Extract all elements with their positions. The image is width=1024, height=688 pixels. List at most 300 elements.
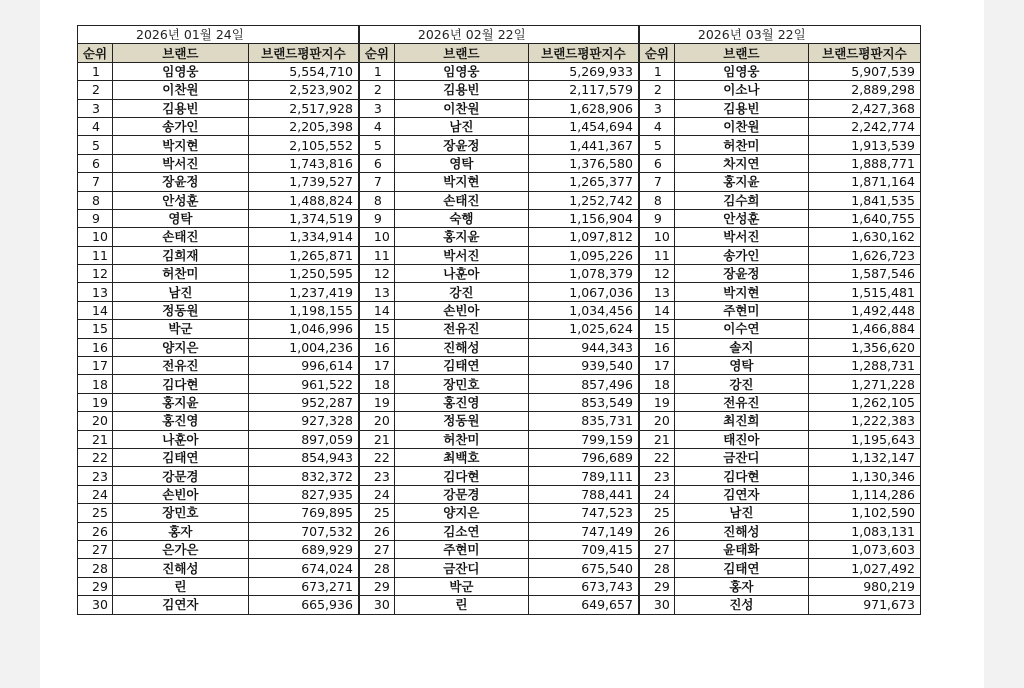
brand-cell: 장윤정 [394,136,528,154]
index-header: 브랜드평판지수 [528,44,638,62]
rank-cell: 14 [639,301,674,319]
rank-cell: 17 [78,357,113,375]
brand-cell: 윤태화 [674,540,808,558]
index-cell: 1,114,286 [808,485,920,503]
index-cell: 1,095,226 [528,246,638,264]
rank-cell: 27 [359,540,394,558]
rank-cell: 1 [639,62,674,80]
index-cell: 1,374,519 [248,209,358,227]
table-date: 2026년 02월 22일 [359,26,638,44]
table-row [639,448,920,466]
index-cell: 1,027,492 [808,559,920,577]
table-row [359,136,638,154]
table-row [359,228,638,246]
brand-cell: 정동원 [394,412,528,430]
rank-cell: 10 [359,228,394,246]
table-row [78,99,359,117]
index-cell: 2,517,928 [248,99,358,117]
table-row [639,357,920,375]
rank-cell: 19 [359,393,394,411]
brand-cell: 전유진 [674,393,808,411]
brand-cell: 이수연 [674,320,808,338]
table-row [359,265,638,283]
rank-cell: 14 [78,301,113,319]
table-row [78,136,359,154]
index-cell: 1,004,236 [248,338,358,356]
brand-cell: 김다현 [112,375,248,393]
rank-cell: 19 [639,393,674,411]
brand-cell: 최진희 [674,412,808,430]
table-row [359,283,638,301]
table-row [78,504,359,522]
brand-cell: 허찬미 [394,430,528,448]
brand-cell: 김용빈 [394,81,528,99]
table-row [78,173,359,191]
rank-cell: 30 [78,596,113,614]
brand-cell: 전유진 [112,357,248,375]
table-row [639,393,920,411]
brand-cell: 임영웅 [112,62,248,80]
brand-cell: 허찬미 [112,265,248,283]
index-cell: 1,252,742 [528,191,638,209]
table-row [78,117,359,135]
index-cell: 971,673 [808,596,920,614]
brand-cell: 남진 [394,117,528,135]
index-cell: 980,219 [808,577,920,595]
index-cell: 1,334,914 [248,228,358,246]
index-cell: 1,628,906 [528,99,638,117]
table-row [78,430,359,448]
index-cell: 1,102,590 [808,504,920,522]
table-row [639,99,920,117]
index-cell: 1,888,771 [808,154,920,172]
brand-cell: 진성 [674,596,808,614]
table-row [359,154,638,172]
rank-cell: 28 [639,559,674,577]
table-row [359,577,638,595]
brand-cell: 손빈아 [394,301,528,319]
index-cell: 1,913,539 [808,136,920,154]
table-row [639,412,920,430]
rank-cell: 15 [359,320,394,338]
rank-cell: 22 [78,448,113,466]
index-cell: 1,132,147 [808,448,920,466]
rank-cell: 9 [78,209,113,227]
index-cell: 1,222,383 [808,412,920,430]
table-row [359,191,638,209]
table-row [359,504,638,522]
brand-cell: 장민호 [394,375,528,393]
table-row [639,62,920,80]
rank-cell: 5 [639,136,674,154]
brand-cell: 금잔디 [674,448,808,466]
table-row [639,320,920,338]
index-cell: 897,059 [248,430,358,448]
table-row [359,99,638,117]
table-row [359,375,638,393]
rank-cell: 5 [359,136,394,154]
rank-cell: 11 [359,246,394,264]
brand-cell: 임영웅 [674,62,808,80]
table-row [359,430,638,448]
index-cell: 1,046,996 [248,320,358,338]
brand-cell: 홍지윤 [394,228,528,246]
rank-cell: 2 [78,81,113,99]
index-cell: 1,441,367 [528,136,638,154]
brand-cell: 린 [112,577,248,595]
rank-cell: 2 [639,81,674,99]
index-cell: 747,149 [528,522,638,540]
rank-cell: 18 [639,375,674,393]
ranking-table-february [359,25,639,615]
brand-cell: 장윤정 [674,265,808,283]
ranking-table-january [77,25,359,615]
brand-cell: 홍지윤 [112,393,248,411]
index-cell: 853,549 [528,393,638,411]
brand-cell: 장민호 [112,504,248,522]
index-cell: 832,372 [248,467,358,485]
rank-cell: 15 [78,320,113,338]
index-cell: 5,554,710 [248,62,358,80]
table-row [639,559,920,577]
brand-cell: 김연자 [112,596,248,614]
rank-cell: 24 [359,485,394,503]
ranking-table-march [639,25,921,615]
rank-cell: 20 [78,412,113,430]
index-cell: 1,871,164 [808,173,920,191]
index-cell: 952,287 [248,393,358,411]
table-row [359,393,638,411]
table-row [639,485,920,503]
brand-cell: 박군 [394,577,528,595]
rank-cell: 30 [359,596,394,614]
brand-cell: 김태연 [112,448,248,466]
rank-cell: 10 [78,228,113,246]
rank-header: 순위 [359,44,394,62]
index-cell: 707,532 [248,522,358,540]
rank-cell: 2 [359,81,394,99]
brand-cell: 송가인 [112,117,248,135]
brand-cell: 허찬미 [674,136,808,154]
brand-cell: 양지은 [112,338,248,356]
table-row [639,136,920,154]
table-row [639,246,920,264]
index-cell: 1,626,723 [808,246,920,264]
brand-cell: 이찬원 [112,81,248,99]
table-row [359,209,638,227]
index-cell: 1,587,546 [808,265,920,283]
table-row [78,338,359,356]
rank-cell: 12 [639,265,674,283]
table-row [359,62,638,80]
table-row [78,448,359,466]
brand-cell: 이소나 [674,81,808,99]
table-row [78,540,359,558]
table-row [78,412,359,430]
index-cell: 1,097,812 [528,228,638,246]
rank-cell: 5 [78,136,113,154]
index-cell: 674,024 [248,559,358,577]
rank-cell: 22 [359,448,394,466]
index-cell: 1,739,527 [248,173,358,191]
rank-cell: 22 [639,448,674,466]
brand-cell: 태진아 [674,430,808,448]
index-cell: 1,640,755 [808,209,920,227]
brand-header: 브랜드 [674,44,808,62]
brand-cell: 김소연 [394,522,528,540]
index-cell: 5,907,539 [808,62,920,80]
rank-cell: 23 [359,467,394,485]
table-row [639,81,920,99]
rank-cell: 9 [639,209,674,227]
rank-cell: 24 [639,485,674,503]
rank-cell: 10 [639,228,674,246]
table-row [639,191,920,209]
rank-cell: 3 [359,99,394,117]
table-row [359,301,638,319]
brand-cell: 임영웅 [394,62,528,80]
index-cell: 2,117,579 [528,81,638,99]
brand-cell: 홍진영 [112,412,248,430]
rank-cell: 18 [78,375,113,393]
rank-cell: 26 [78,522,113,540]
index-cell: 2,242,774 [808,117,920,135]
brand-cell: 숙행 [394,209,528,227]
table-row [639,301,920,319]
brand-cell: 전유진 [394,320,528,338]
rank-cell: 16 [359,338,394,356]
table-body [639,62,920,614]
table-row [78,596,359,614]
index-cell: 665,936 [248,596,358,614]
brand-cell: 홍진영 [394,393,528,411]
index-cell: 2,105,552 [248,136,358,154]
rank-cell: 6 [78,154,113,172]
table-row [359,467,638,485]
index-cell: 769,895 [248,504,358,522]
brand-cell: 강진 [394,283,528,301]
rank-cell: 3 [639,99,674,117]
index-cell: 1,025,624 [528,320,638,338]
index-cell: 927,328 [248,412,358,430]
index-cell: 788,441 [528,485,638,503]
brand-cell: 김다현 [674,467,808,485]
brand-cell: 손태진 [394,191,528,209]
rank-cell: 17 [359,357,394,375]
table-row [639,540,920,558]
index-cell: 1,262,105 [808,393,920,411]
brand-cell: 이찬원 [394,99,528,117]
rank-cell: 6 [359,154,394,172]
rank-cell: 28 [359,559,394,577]
index-cell: 1,073,603 [808,540,920,558]
index-cell: 796,689 [528,448,638,466]
index-cell: 649,657 [528,596,638,614]
index-cell: 1,237,419 [248,283,358,301]
table-row [639,265,920,283]
brand-cell: 주현미 [674,301,808,319]
table-row [78,228,359,246]
index-cell: 1,488,824 [248,191,358,209]
table-row [359,448,638,466]
brand-cell: 은가은 [112,540,248,558]
brand-cell: 김용빈 [674,99,808,117]
table-row [639,117,920,135]
brand-cell: 김태연 [394,357,528,375]
rank-cell: 3 [78,99,113,117]
rank-cell: 29 [359,577,394,595]
rank-cell: 13 [78,283,113,301]
rank-cell: 11 [639,246,674,264]
index-cell: 939,540 [528,357,638,375]
index-cell: 1,376,580 [528,154,638,172]
index-cell: 1,515,481 [808,283,920,301]
brand-cell: 진해성 [394,338,528,356]
brand-cell: 김용빈 [112,99,248,117]
brand-cell: 양지은 [394,504,528,522]
table-row [639,375,920,393]
brand-cell: 손빈아 [112,485,248,503]
index-cell: 1,198,155 [248,301,358,319]
table-row [78,393,359,411]
brand-cell: 박지현 [112,136,248,154]
rank-cell: 23 [78,467,113,485]
rank-cell: 8 [359,191,394,209]
rank-cell: 13 [359,283,394,301]
brand-cell: 남진 [674,504,808,522]
index-cell: 2,523,902 [248,81,358,99]
rank-cell: 26 [639,522,674,540]
index-cell: 689,929 [248,540,358,558]
brand-cell: 금잔디 [394,559,528,577]
rank-cell: 13 [639,283,674,301]
index-cell: 1,195,643 [808,430,920,448]
table-row [359,357,638,375]
table-body [78,62,359,614]
rank-cell: 8 [78,191,113,209]
brand-header: 브랜드 [112,44,248,62]
table-row [78,81,359,99]
table-row [639,283,920,301]
table-date: 2026년 01월 24일 [78,26,359,44]
rank-cell: 29 [78,577,113,595]
rank-cell: 19 [78,393,113,411]
rank-cell: 21 [359,430,394,448]
brand-cell: 송가인 [674,246,808,264]
rank-header: 순위 [78,44,113,62]
index-cell: 1,841,535 [808,191,920,209]
index-cell: 1,466,884 [808,320,920,338]
brand-cell: 박서진 [112,154,248,172]
index-cell: 5,269,933 [528,62,638,80]
index-cell: 1,492,448 [808,301,920,319]
table-row [78,246,359,264]
brand-cell: 손태진 [112,228,248,246]
brand-cell: 강진 [674,375,808,393]
table-row [78,320,359,338]
rank-cell: 7 [359,173,394,191]
table-row [359,559,638,577]
rank-cell: 12 [78,265,113,283]
rank-cell: 7 [78,173,113,191]
brand-cell: 남진 [112,283,248,301]
index-cell: 944,343 [528,338,638,356]
rank-cell: 30 [639,596,674,614]
index-header: 브랜드평판지수 [248,44,358,62]
rank-cell: 24 [78,485,113,503]
table-row [639,430,920,448]
table-row [78,522,359,540]
brand-cell: 박서진 [674,228,808,246]
table-row [78,301,359,319]
index-cell: 1,078,379 [528,265,638,283]
index-cell: 2,889,298 [808,81,920,99]
brand-cell: 영탁 [394,154,528,172]
rank-cell: 9 [359,209,394,227]
rank-cell: 4 [78,117,113,135]
rank-cell: 20 [639,412,674,430]
brand-cell: 안성훈 [112,191,248,209]
rank-cell: 7 [639,173,674,191]
index-cell: 857,496 [528,375,638,393]
brand-cell: 최백호 [394,448,528,466]
index-cell: 1,067,036 [528,283,638,301]
table-row [78,485,359,503]
rank-cell: 23 [639,467,674,485]
rank-cell: 11 [78,246,113,264]
brand-cell: 장윤정 [112,173,248,191]
rank-cell: 14 [359,301,394,319]
brand-cell: 영탁 [674,357,808,375]
table-row [639,173,920,191]
brand-cell: 홍지윤 [674,173,808,191]
index-cell: 1,156,904 [528,209,638,227]
rank-cell: 21 [78,430,113,448]
index-cell: 673,271 [248,577,358,595]
rank-cell: 4 [359,117,394,135]
table-row [359,81,638,99]
index-cell: 1,265,871 [248,246,358,264]
table-row [359,338,638,356]
brand-cell: 홍자 [112,522,248,540]
index-cell: 2,205,398 [248,117,358,135]
brand-cell: 강문경 [394,485,528,503]
index-cell: 961,522 [248,375,358,393]
index-cell: 996,614 [248,357,358,375]
rank-cell: 27 [639,540,674,558]
table-row [359,320,638,338]
brand-cell: 영탁 [112,209,248,227]
brand-cell: 진해성 [674,522,808,540]
table-row [78,467,359,485]
index-cell: 747,523 [528,504,638,522]
brand-header: 브랜드 [394,44,528,62]
rank-cell: 6 [639,154,674,172]
rank-cell: 17 [639,357,674,375]
brand-cell: 이찬원 [674,117,808,135]
rank-cell: 26 [359,522,394,540]
rank-header: 순위 [639,44,674,62]
brand-cell: 박군 [112,320,248,338]
table-row [78,191,359,209]
rank-cell: 25 [359,504,394,522]
table-row [639,209,920,227]
brand-cell: 차지연 [674,154,808,172]
index-cell: 1,454,694 [528,117,638,135]
brand-cell: 박서진 [394,246,528,264]
brand-cell: 김태연 [674,559,808,577]
brand-cell: 린 [394,596,528,614]
